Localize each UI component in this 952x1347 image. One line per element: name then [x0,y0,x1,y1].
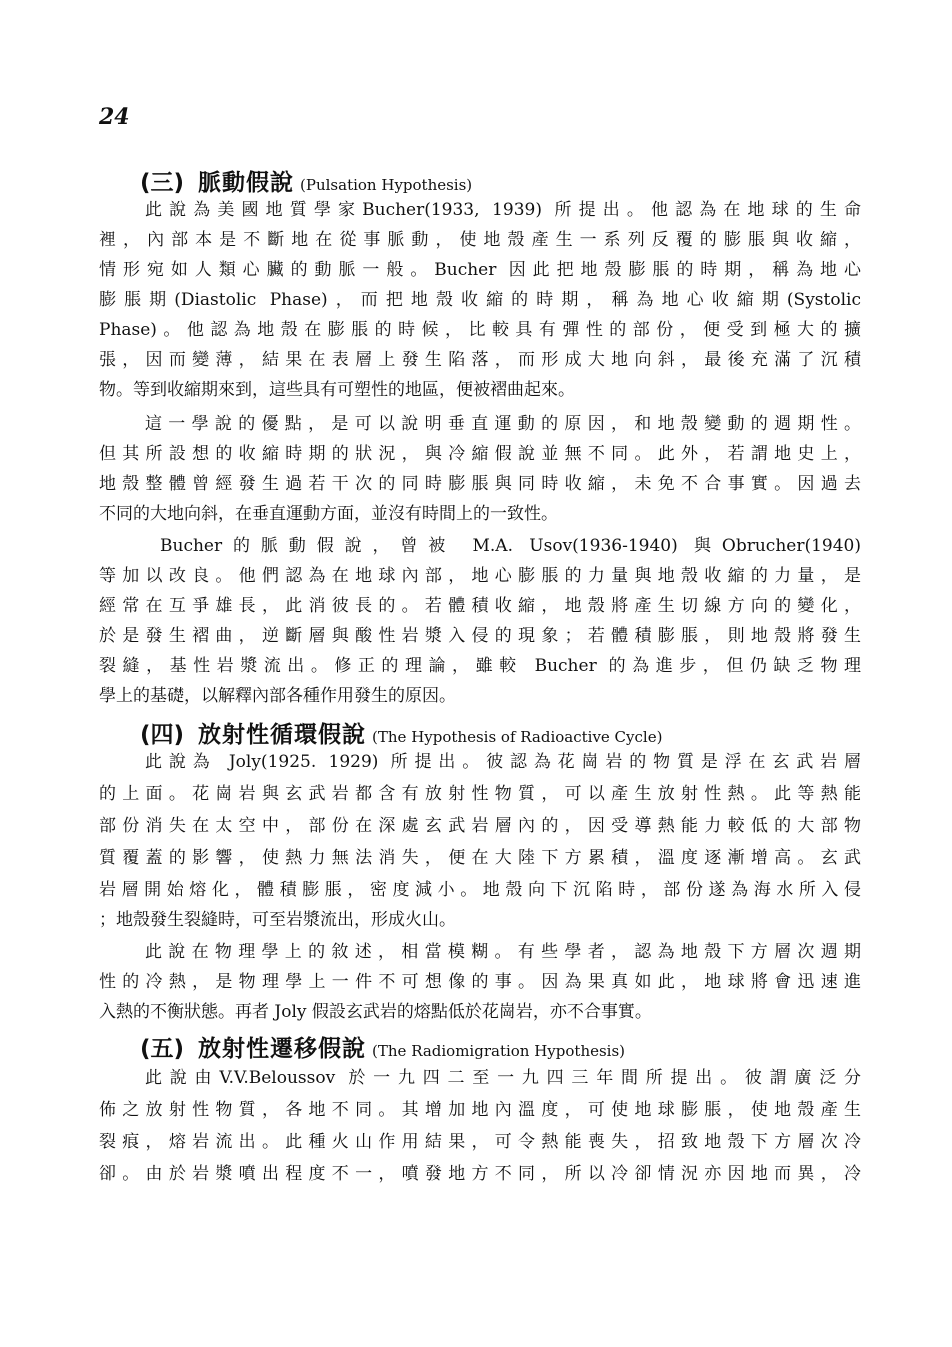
text-line: 物。等到收縮期來到，這些具有可塑性的地區，便被褶曲起來。 [99,380,575,400]
text-line: 裂縫，基性岩漿流出。修正的理論，雖較 Bucher 的為進步，但仍缺乏物理 [99,656,861,676]
text-line: ；地殼發生裂縫時，可至岩漿流出，形成火山。 [99,910,456,930]
text-line: Bucher的脈動假說，曾被 M.A. Usov(1936-1940) 與Obrucher(1940) [160,536,861,556]
text-line: 此說由V.V.Beloussov 於一九四二至一九四三年間所提出。彼謂廣泛分 [145,1068,861,1088]
text-line: 質覆蓋的影響，使熱力無法消失，便在大陸下方累積，溫度逐漸增高。玄武 [99,848,861,868]
text-line: 裡，內部本是不斷地在從事脈動，使地殼產生一系列反覆的膨脹與收縮， [99,230,861,250]
text-line: 此說為 Joly(1925. 1929) 所提出。彼認為花崗岩的物質是浮在玄武岩層 [145,752,861,772]
section-title-english: (The Hypothesis of Radioactive Cycle) [372,728,663,746]
page-number: 24 [99,104,130,130]
text-line: 卻。由於岩漿噴出程度不一，噴發地方不同，所以冷卻情況亦因地而異，冷 [99,1164,861,1184]
section-heading-radiomigration [140,1030,625,1063]
text-line: Phase)。他認為地殼在膨脹的時候，比較具有彈性的部份，便受到極大的擴 [99,320,861,340]
text-line: 情形宛如人類心臟的動脈一般。Bucher 因此把地殼膨脹的時期，稱為地心 [99,260,861,280]
text-line: 不同的大地向斜，在垂直運動方面，並沒有時間上的一致性。 [99,504,558,524]
text-line: 膨脹期(Diastolic Phase)，而把地殼收縮的時期，稱為地心收縮期(Systolic [99,290,861,310]
text-line: 的上面。花崗岩與玄武岩都含有放射性物質，可以產生放射性熱。此等熱能 [99,784,861,804]
text-line: 但其所設想的收縮時期的狀況，與冷縮假說並無不同。此外，若謂地史上， [99,444,861,464]
text-line: 地殼整體曾經發生過若干次的同時膨脹與同時收縮，未免不合事實。因過去 [99,474,861,494]
text-line: 學上的基礎，以解釋內部各種作用發生的原因。 [99,686,456,706]
section-heading-radioactive-cycle [140,716,662,749]
text-line: 入熱的不衡狀態。再者 Joly 假設玄武岩的熔點低於花崗岩，亦不合事實。 [99,1002,652,1022]
text-line: 裂痕，熔岩流出。此種火山作用結果，可令熱能喪失，招致地殼下方層次冷 [99,1132,861,1152]
text-line: 岩層開始熔化，體積膨脹，密度減小。地殼向下沉陷時，部份遂為海水所入侵 [99,880,861,900]
text-line: 經常在互爭雄長，此消彼長的。若體積收縮，地殼將產生切線方向的變化， [99,596,861,616]
section-title: 放射性循環假說 [198,722,367,748]
section-title: 脈動假說 [198,170,295,196]
section-title: 放射性遷移假說 [198,1036,367,1062]
text-line: 此說為美國地質學家Bucher(1933, 1939) 所提出。他認為在地球的生命 [145,200,861,220]
text-line: 部份消失在太空中，部份在深處玄武岩層內的，因受導熱能力較低的大部物 [99,816,861,836]
text-line: 佈之放射性物質，各地不同。其增加地內溫度，可使地球膨脹，使地殼產生 [99,1100,861,1120]
text-line: 等加以改良。他們認為在地球內部，地心膨脹的力量與地殼收縮的力量，是 [99,566,861,586]
text-line: 性的冷熱，是物理學上一件不可想像的事。因為果真如此，地球將會迅速進 [99,972,861,992]
text-line: 於是發生褶曲，逆斷層與酸性岩漿入侵的現象；若體積膨脹，則地殼將發生 [99,626,861,646]
text-line: 這一學說的優點，是可以說明垂直運動的原因，和地殼變動的週期性。 [145,414,861,434]
text-line: 張，因而變薄，結果在表層上發生陷落，而形成大地向斜，最後充滿了沉積 [99,350,861,370]
section-number: (四) [140,722,185,748]
section-title-english: (Pulsation Hypothesis) [300,176,473,194]
section-heading-pulsation [140,164,472,197]
text-line: 此說在物理學上的敘述，相當模糊。有些學者，認為地殼下方層次週期 [145,942,861,962]
section-number: (五) [140,1036,185,1062]
section-number: (三) [140,170,185,196]
section-title-english: (The Radiomigration Hypothesis) [372,1042,626,1060]
